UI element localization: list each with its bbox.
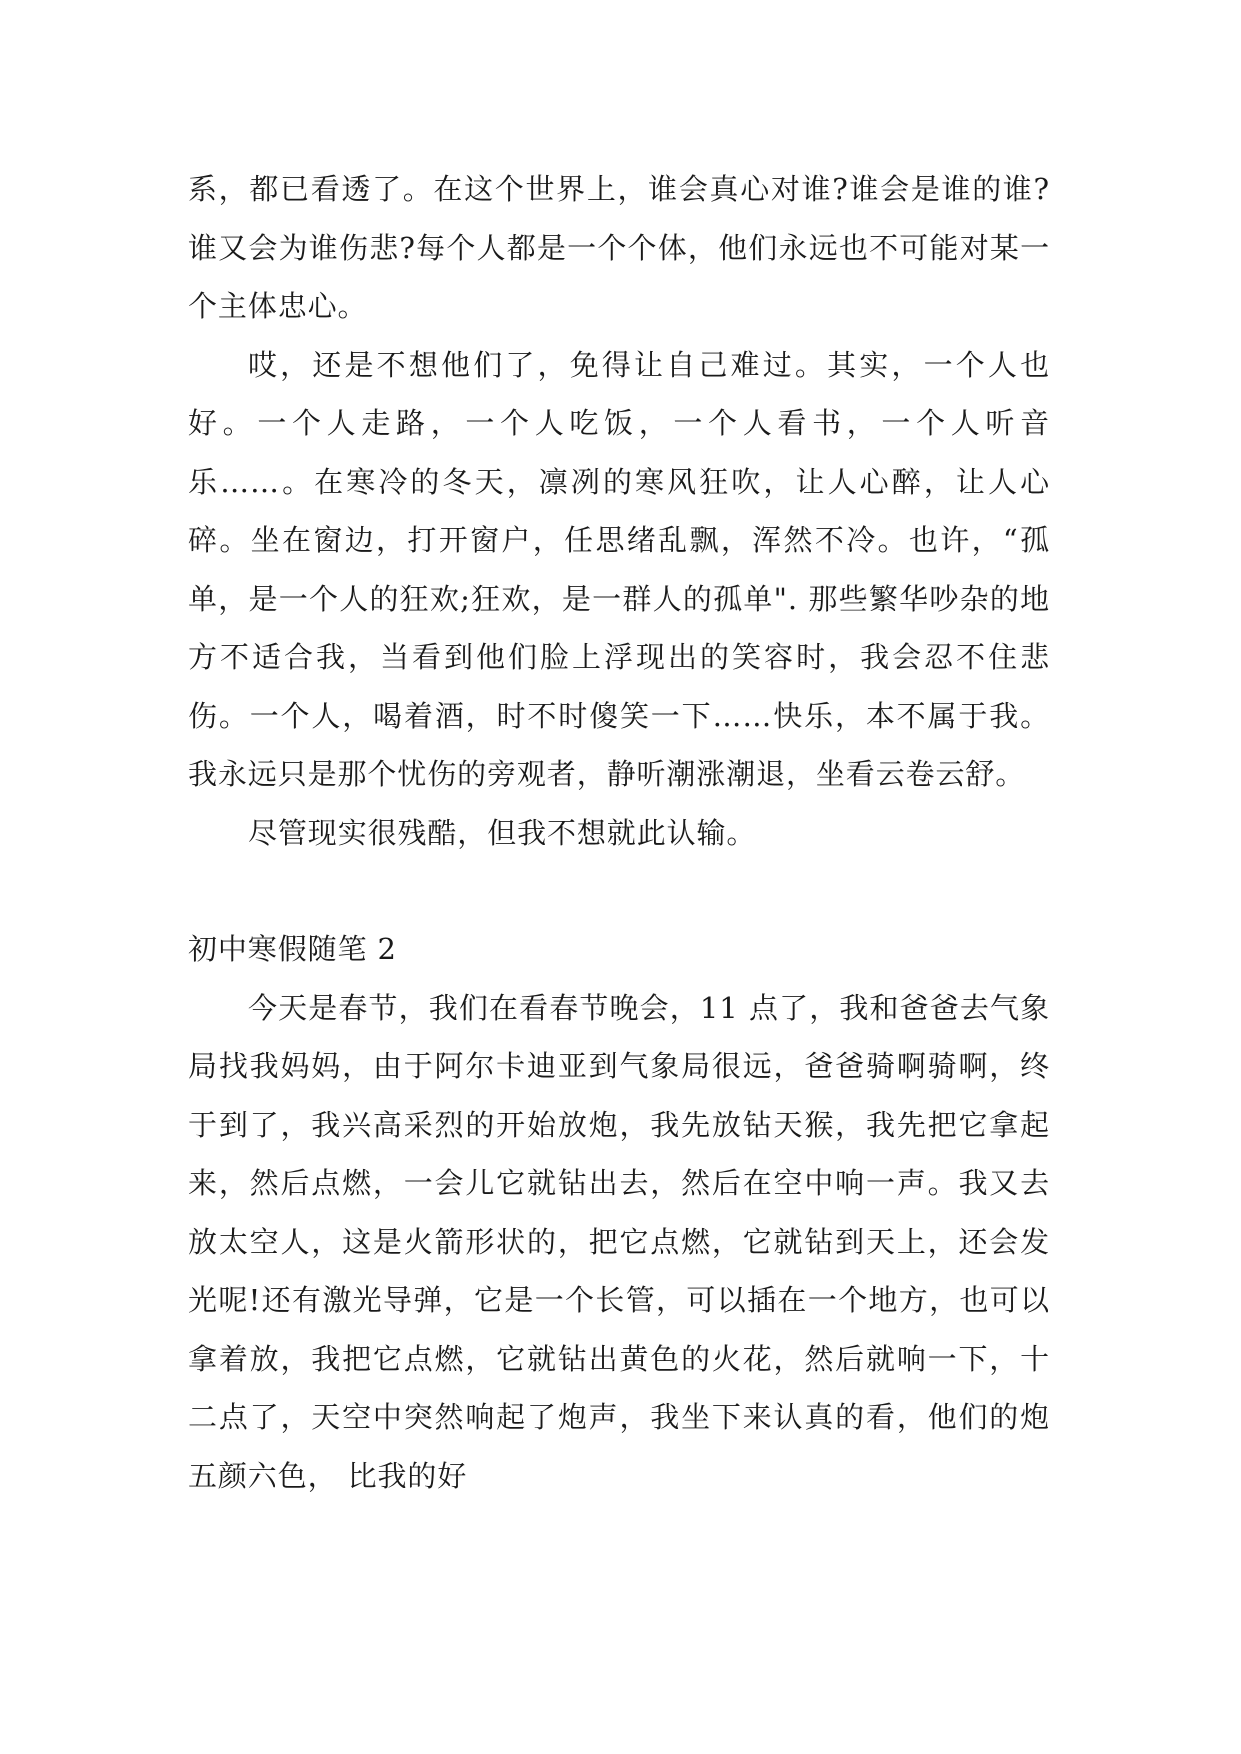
paragraph-spring-festival: 今天是春节，我们在看春节晚会，11 点了，我和爸爸去气象局找我妈妈，由于阿尔卡迪亚到气象局很远，爸爸骑啊骑啊，终于到了，我兴高采烈的开始放炮，我先放钻天猴，我先把它拿起来，然后点燃，一会儿它就钻出去，然后在空中响一声。我又去放太空人，这是火箭形状的，把它点燃，它就钻到天上，还会发光呢!还有激光导弹，它是一个长管，可以插在一个地方，也可以拿着放，我把它点燃，它就钻出黄色的火花，然后就响一下，十二点了，天空中突然响起了炮声，我坐下来认真的看，他们的炮五颜六色， 比我的好 xyxy=(188,990,1050,1493)
section-spacer xyxy=(188,862,1050,920)
paragraph-loneliness: 哎，还是不想他们了，免得让自己难过。其实，一个人也好。一个人走路，一个人吃饭，一个人看书，一个人听音乐……。在寒冷的冬天，凛冽的寒风狂吹，让人心醉，让人心碎。坐在窗边，打开窗户，任思绪乱飘，浑然不冷。也许，“孤单，是一个人的狂欢;狂欢，是一群人的孤单". 那些繁华吵杂的地方不适合我，当看到他们脸上浮现出的笑容时，我会忍不住悲伤。一个人，喝着酒，时不时傻笑一下……快乐，本不属于我。我永远只是那个忧伤的旁观者，静听潮涨潮退，坐看云卷云舒。 xyxy=(188,347,1050,791)
paragraph-resolve: 尽管现实很残酷，但我不想就此认输。 xyxy=(248,815,757,850)
document-body xyxy=(188,160,1050,1505)
paragraph-continued: 系，都已看透了。在这个世界上，谁会真心对谁?谁会是谁的谁?谁又会为谁伤悲?每个人都是一个个体，他们永远也不可能对某一个主体忠心。 xyxy=(188,172,1050,323)
section-title: 初中寒假随笔 2 xyxy=(188,932,397,966)
